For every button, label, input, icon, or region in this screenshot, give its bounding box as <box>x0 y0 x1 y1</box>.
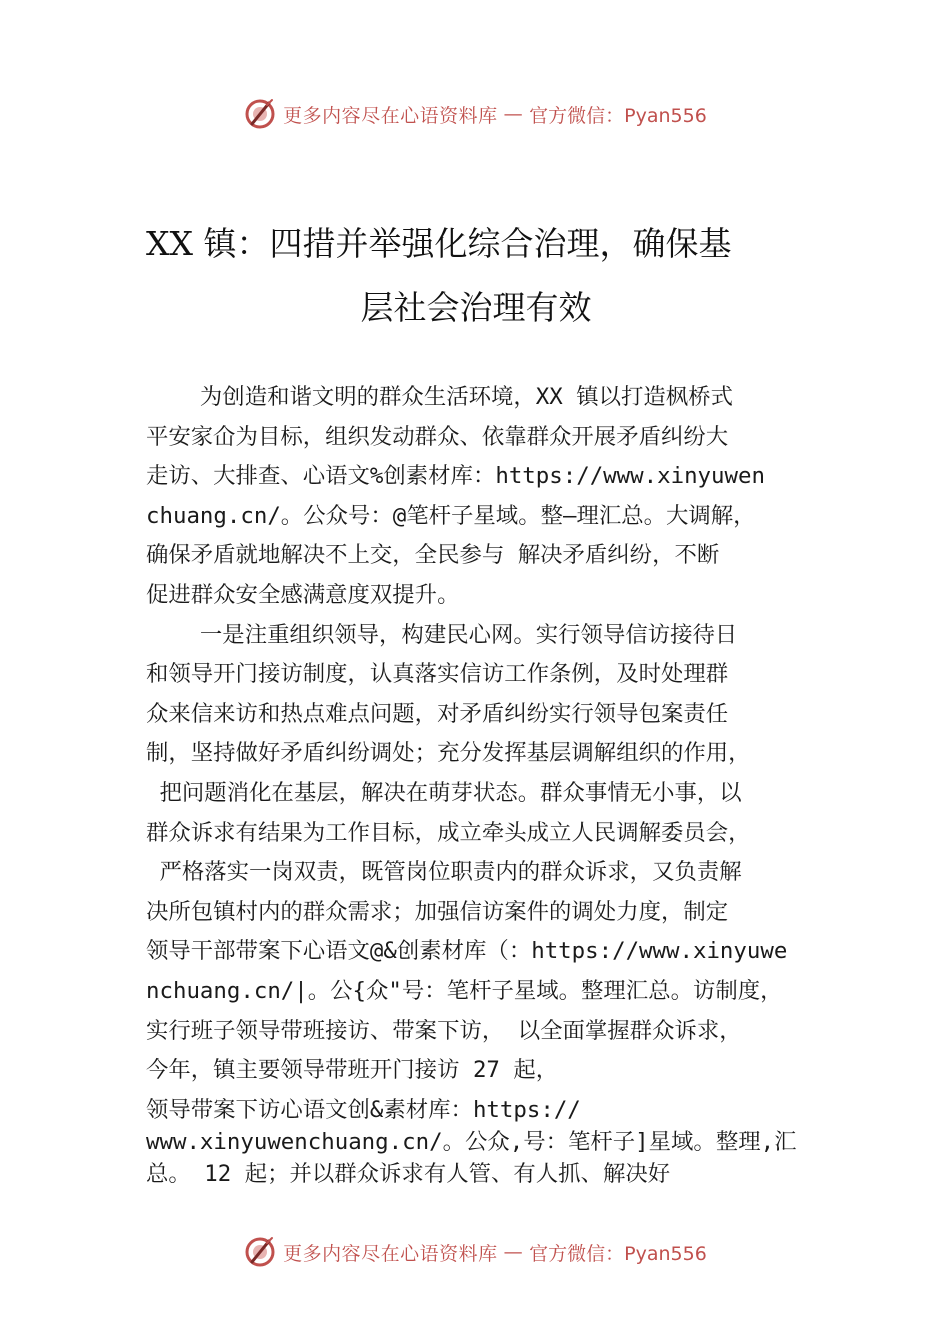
body-line: 走访、大排查、心语文%创素材库：https://www.xinyuwen <box>146 463 765 490</box>
header-banner <box>0 94 950 134</box>
banner-separator: — <box>503 103 524 125</box>
body-line: 把问题消化在基层，解决在萌芽状态。群众事情无小事，以 <box>146 779 742 806</box>
body-line: 确保矛盾就地解决不上交，全民参与 解决矛盾纠纷，不断 <box>146 542 720 569</box>
document-title-line-2: 层社会治理有效 <box>360 288 592 327</box>
body-line: 平安家仚为目标，组织发动群众、依靠群众开展矛盾纠纷大 <box>146 423 729 450</box>
body-line: 制，坚持做好矛盾纠纷调处；充分发挥基层调解组织的作用， <box>146 740 751 767</box>
footer-banner <box>0 1232 950 1272</box>
body-line: 决所包镇村内的群众需求；加强信访案件的调处力度，制定 <box>146 898 729 925</box>
body-line: 领导带案下访心语文创&素材库：https:// <box>146 1097 581 1123</box>
body-line: 总。 12 起；并以群众诉求有人管、有人抓、解决好 <box>146 1161 671 1187</box>
body-line: 促进群众安全感满意度双提升。 <box>146 581 460 608</box>
body-line: 领导干部带案下心语文@&创素材库（：https://www.xinyuwe <box>146 938 788 965</box>
brand-name: 更多内容尽在心语资料库 <box>283 1242 498 1265</box>
body-line: www.xinyuwenchuang.cn/。公众,号：笔杆子]星域。整理,汇 <box>146 1129 797 1155</box>
body-line: 群众诉求有结果为工作目标，成立牵头成立人民调解委员会， <box>146 819 751 846</box>
body-line: 今年，镇主要领导带班开门接访 27 起， <box>146 1057 559 1084</box>
body-line: 实行班子领导带班接访、带案下访， 以全面掌握群众诉求， <box>146 1017 742 1044</box>
document-title-line-1: XX 镇：四措并举强化综合治理，确保基 <box>146 224 732 263</box>
brand-logo-icon <box>243 97 277 131</box>
body-line: 众来信来访和热点难点问题，对矛盾纠纷实行领导包案责任 <box>146 700 729 727</box>
wechat-id: 官方微信：Pyan556 <box>529 1242 707 1265</box>
document-body <box>146 378 826 1091</box>
body-line: 一是注重组织领导，构建民心网。实行领导信访接待日 <box>146 621 738 648</box>
brand-logo-icon <box>243 1235 277 1269</box>
banner-separator: — <box>503 1241 524 1263</box>
wechat-id: 官方微信：Pyan556 <box>529 104 707 127</box>
body-line: 和领导开门接访制度，认真落实信访工作条例，及时处理群 <box>146 661 729 688</box>
document-body-tail <box>146 1094 836 1190</box>
brand-name: 更多内容尽在心语资料库 <box>283 104 498 127</box>
body-line: nchuang.cn/|。公{众"号：笔杆子星域。整理汇总。访制度， <box>146 977 783 1004</box>
body-line: chuang.cn/。公众号：@笔杆子星域。整—理汇总。大调解， <box>146 502 756 529</box>
body-line: 为创造和谐文明的群众生活环境，XX 镇以打造枫桥式 <box>146 384 733 410</box>
body-line: 严格落实一岗双责，既管岗位职责内的群众诉求，又负责解 <box>146 859 742 886</box>
